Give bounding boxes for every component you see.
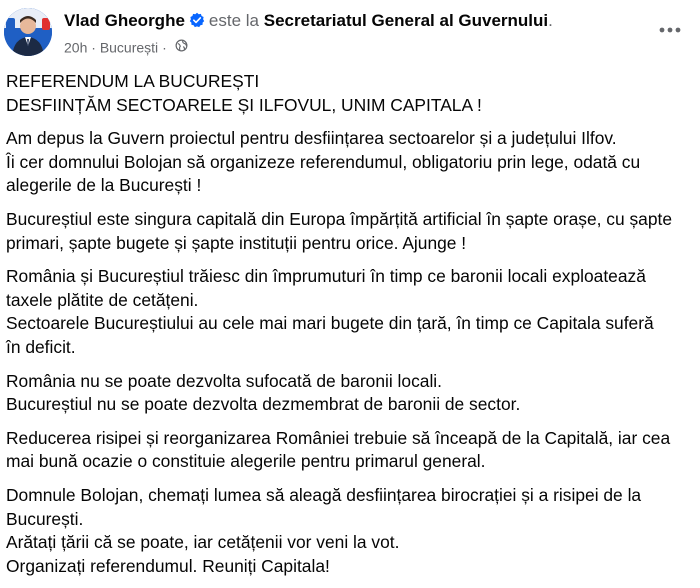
post-text-line: Arătați țării că se poate, iar cetățenii vor veni la vot. xyxy=(6,532,400,553)
post-paragraph xyxy=(6,127,696,198)
post-paragraph xyxy=(6,484,696,578)
post-text-line: mai bună ocazie o constituie alegerile pentru primarul general. xyxy=(6,451,486,472)
post-body xyxy=(6,70,696,588)
post-paragraph xyxy=(6,70,696,117)
page-suffix-text: . xyxy=(548,11,553,30)
location-prefix-text: este la xyxy=(208,11,260,30)
post-text-line: Reducerea risipei și reorganizarea României trebuie să înceapă de la Capitală, iar cea xyxy=(6,427,671,448)
post-paragraph xyxy=(6,265,696,359)
avatar-image xyxy=(4,8,52,56)
post-text-line: Îi cer domnului Bolojan să organizeze referendumul, obligatoriu prin lege, odată cu xyxy=(6,151,641,172)
tagged-page-link[interactable]: Secretariatul General al Guvernului xyxy=(263,11,549,30)
post-paragraph xyxy=(6,427,696,474)
post-text-line: taxele plătite de cetățeni. xyxy=(6,289,199,310)
author-line xyxy=(64,10,553,34)
post-paragraph xyxy=(6,370,696,417)
author-name-link[interactable]: Vlad Gheorghe xyxy=(64,11,185,30)
verified-badge-icon xyxy=(189,12,205,34)
post-location-link[interactable]: București xyxy=(99,39,159,56)
post-text-line: în deficit. xyxy=(6,336,76,357)
post-text-line: București. xyxy=(6,508,84,529)
post-text-line: Am depus la Guvern proiectul pentru desființarea sectoarelor și a județului Ilfov. xyxy=(6,128,617,149)
post-text-line: REFERENDUM LA BUCUREȘTI xyxy=(6,71,260,91)
more-options-icon xyxy=(659,27,681,33)
post-text-line: DESFIINȚĂM SECTOARELE ȘI ILFOVUL, UNIM CAPITALA ! xyxy=(6,94,482,115)
post-header xyxy=(0,0,700,66)
post-paragraph xyxy=(6,208,696,255)
meta-separator: · xyxy=(91,39,96,56)
post-text-line: primari, șapte bugete și șapte instituții pentru orice. Ajunge ! xyxy=(6,232,467,253)
post-timestamp[interactable]: 20h xyxy=(64,39,88,56)
post-text-line: Bucureștiul nu se poate dezvolta dezmembrat de baronii de sector. xyxy=(6,394,521,415)
post-text-line: Sectoarele Bucureștiului au cele mai mari bugete din țară, în timp ce Capitala suferă xyxy=(6,313,654,334)
post-text-line: România și Bucureștiul trăiesc din împrumuturi în timp ce baronii locali exploatează xyxy=(6,266,646,287)
globe-icon[interactable] xyxy=(175,38,188,56)
post-meta xyxy=(64,37,188,56)
more-options-button[interactable] xyxy=(654,18,686,42)
post-text-line: România nu se poate dezvolta sufocată de baronii locali. xyxy=(6,370,443,391)
avatar[interactable] xyxy=(4,8,52,56)
post-text-line: Organizați referendumul. Reuniți Capitala! xyxy=(6,555,330,576)
post-text-line: Domnule Bolojan, chemați lumea să aleagă desființarea birocrației și a risipei de la xyxy=(6,484,642,505)
post-text-line: Bucureștiul este singura capitală din Europa împărțită artificial în șapte orașe, cu șapte xyxy=(6,208,673,229)
meta-separator-2: · xyxy=(162,39,167,56)
post-text-line: alegerile de la București ! xyxy=(6,175,202,196)
